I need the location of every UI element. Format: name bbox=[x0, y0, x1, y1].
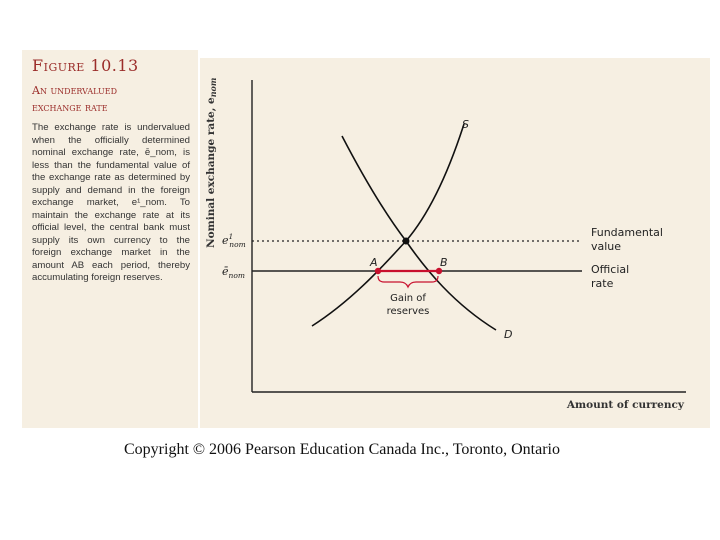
fundamental-tick-label: $e^1$ nom bbox=[222, 232, 246, 249]
demand-curve bbox=[312, 124, 464, 326]
figure-title bbox=[32, 82, 192, 116]
official-tick-label: $ē_{nom}$ bbox=[222, 265, 245, 280]
equilibrium-point bbox=[403, 238, 410, 245]
fundamental-label-line2: value bbox=[591, 240, 622, 253]
figure-caption: The exchange rate is undervalued when the officially determined nominal exchange rate, ē_nom, is less than the fundamental value of the exchange rate as determined by supply and demand in the foreign exchange market, e¹_nom. To maintain the exchange rate at its official level, the central bank must supply its own currency to the foreign exchange market in the amount AB each period, thereby accumulating foreign reserves. bbox=[32, 122, 190, 283]
official-label-line1: Official bbox=[591, 263, 630, 276]
gain-label-line1: Gain of bbox=[390, 293, 426, 304]
demand-label: D bbox=[504, 328, 513, 341]
x-axis-title: Amount of currency bbox=[566, 399, 684, 411]
gain-label-line2: reserves bbox=[386, 306, 430, 317]
fundamental-label-line1: Fundamental bbox=[591, 226, 663, 239]
diagram-svg bbox=[200, 58, 710, 428]
supply-label: S bbox=[462, 118, 469, 131]
caption-panel bbox=[22, 50, 200, 428]
copyright-notice: Copyright © 2006 Pearson Education Canada Inc., Toronto, Ontario bbox=[124, 441, 560, 458]
figure-title-line1: An undervalued bbox=[32, 84, 118, 97]
official-label-line2: rate bbox=[591, 277, 614, 290]
figure-number: Figure 10.13 bbox=[32, 56, 139, 75]
diagram-panel bbox=[200, 58, 710, 428]
figure-title-line2: exchange rate bbox=[32, 101, 108, 114]
point-b-label: B bbox=[440, 256, 448, 269]
point-a-label: A bbox=[370, 256, 378, 269]
y-axis-title: Nominal exchange rate, enom bbox=[205, 77, 218, 248]
gain-brace bbox=[378, 276, 438, 287]
